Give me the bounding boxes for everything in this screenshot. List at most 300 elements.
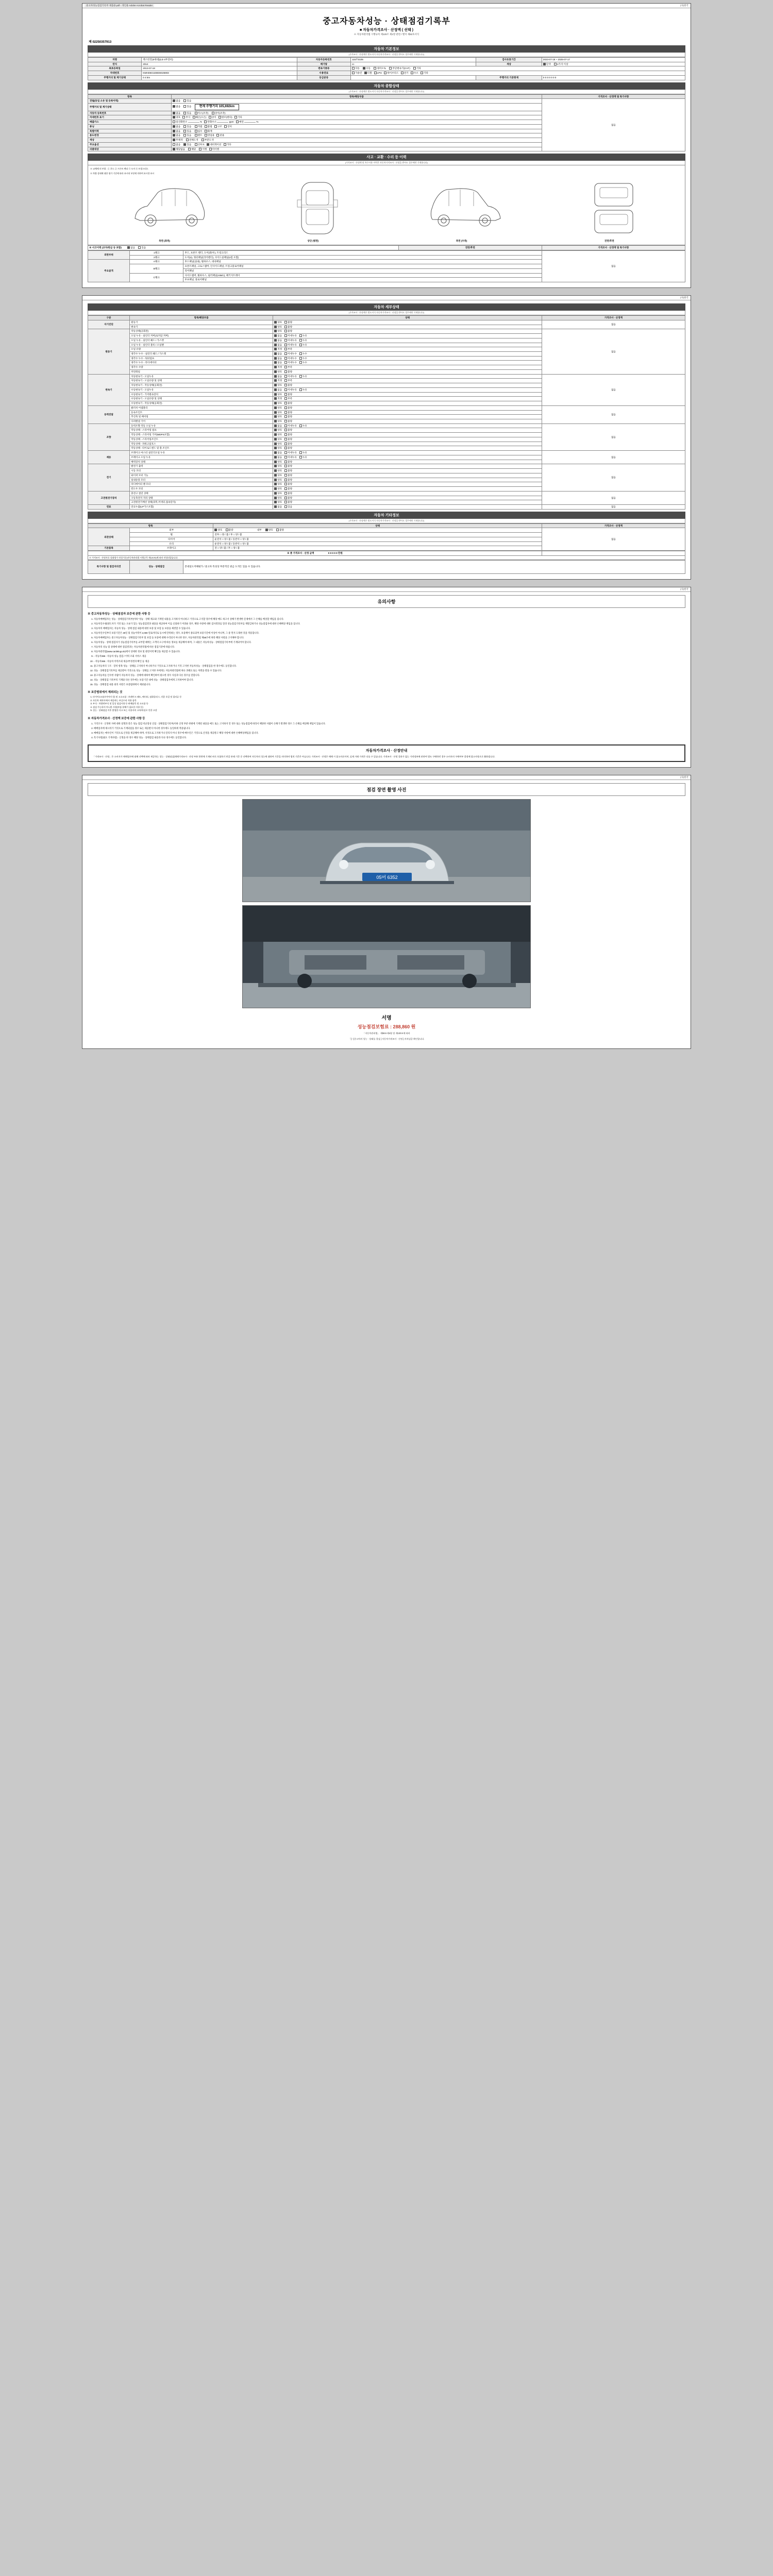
detail-opt-3-2-0[interactable]: 양호: [274, 415, 282, 418]
detail-opt-6-3-1[interactable]: 불량: [284, 479, 292, 482]
overall-0-opt-1[interactable]: 있음: [183, 99, 191, 103]
overall-9-opt-1[interactable]: 있음: [183, 143, 191, 146]
accident-rank-2: A랭크: [130, 260, 183, 264]
detail-part-2-6: 수동변속기 - 작동상태(공회전): [130, 401, 273, 406]
detail-opt-4-0-0[interactable]: 없음: [274, 425, 282, 428]
sheet4-topbar: [82, 775, 691, 780]
detail-opt-1-0-1[interactable]: 불량: [284, 330, 292, 333]
overall-row-label-6: 특별이력: [88, 129, 172, 133]
accident-part-label-0: 외판부위: [88, 250, 130, 259]
overall-row-label-5: 튜닝: [88, 124, 172, 129]
detail-part-2-4: 수동변속기 - 기어변속장치: [130, 392, 273, 397]
detail-part-6-2: 와이퍼 모터 기능: [130, 473, 273, 478]
detail-opt-4-1-0[interactable]: 양호: [274, 429, 282, 432]
detail-opt-1-3-1[interactable]: 미세누유: [284, 344, 297, 347]
overall-6-sub-1[interactable]: 화재: [205, 130, 212, 133]
detail-part-7-2: 고전원전기배선 상태(피복,커넥터,접속단자): [130, 500, 273, 505]
detail-opt-0-0-1[interactable]: 불량: [284, 321, 292, 324]
etc-part-0: 외부: [130, 528, 213, 533]
detail-state-2-1: [273, 379, 542, 383]
detail-part-4-0: 동력조향 작동 오일 누유: [130, 423, 273, 428]
detail-price-7: 없음: [542, 491, 685, 504]
overall-row-label-2: 자동차 등록번호: [88, 111, 172, 115]
detail-price-1: 없음: [542, 329, 685, 374]
special-label: 특기사항 및 점검자의견: [88, 560, 130, 573]
list-item: 1. 자동차매매업자는 성능 · 상태점검기록부(이하 "성능 · 상태 체크와 기재된 내용을 고지하지 아니하고 거짓으로 고지할 경우에 해당 매도 하고서 상해가 발생한 문제에서 그 손해를 배상할 책임을 집니다.: [94, 617, 685, 621]
table-row: [88, 329, 685, 334]
car-side-left-icon: [131, 178, 208, 238]
detail-opt-4-2-1[interactable]: 불량: [284, 433, 292, 436]
inspection-photo-underbody: [242, 905, 531, 1008]
sheet-1: [82, 3, 691, 288]
detail-opt-2-0-0[interactable]: 없음: [274, 375, 282, 378]
detail-opt-7-1-1[interactable]: 불량: [284, 497, 292, 500]
overall-5-sub2-0[interactable]: 구조: [214, 125, 222, 128]
trans-option-2[interactable]: 세미오토: [374, 67, 386, 70]
overall-7-sub-0[interactable]: 렌트: [195, 134, 203, 137]
detail-state-2-4: [273, 392, 542, 397]
detail-opt-7-0-1[interactable]: 불량: [284, 492, 292, 495]
overall-4-opt-1[interactable]: 탄화수소 ppm: [204, 121, 233, 124]
fuel-option-5[interactable]: 수소: [411, 72, 418, 75]
detail-opt-5-1-0[interactable]: 없음: [274, 456, 282, 459]
detail-opt-2-0-2[interactable]: 누유: [299, 375, 307, 378]
overall-6-opt-0[interactable]: 없음: [173, 130, 180, 133]
overall-row-opts-8: [172, 138, 542, 143]
overall-2-opt-3[interactable]: 상이(조작): [212, 112, 226, 115]
accident-part-label-1: 주요골격: [88, 260, 130, 282]
detail-part-1-0: 작동상태(공회전): [130, 329, 273, 334]
detail-opt-6-5-1[interactable]: 불량: [284, 487, 292, 490]
value-year: 2014: [142, 62, 297, 66]
overall-2-opt-1[interactable]: 있음: [183, 112, 191, 115]
detail-opt-7-2-0[interactable]: 양호: [274, 501, 282, 504]
overall-row-opts-4: [172, 120, 542, 125]
overall-3-opt-3[interactable]: 상이: [209, 116, 216, 119]
overall-10-opt-0[interactable]: 해당없음: [173, 148, 185, 151]
trans-option-1[interactable]: 수동: [363, 67, 371, 70]
detail-opt-5-0-2[interactable]: 누유: [299, 451, 307, 454]
overall-10-sub-1[interactable]: 미이행: [209, 148, 219, 151]
topbar-right-text: (사)한국: [680, 4, 688, 7]
photo-underbody-illustration: [243, 906, 531, 1008]
detail-opt-1-9-1[interactable]: 불량: [284, 370, 292, 374]
detail-part-5-2: 배력장치 상태: [130, 460, 273, 464]
overall-7-opt-0[interactable]: 없음: [173, 134, 180, 137]
detail-opt-1-3-0[interactable]: 없음: [274, 344, 282, 347]
sheet-2: [82, 295, 691, 580]
etc-state-2: 운전석 □ 양 / 불 / 동반석 □ 양 / 불: [213, 537, 542, 541]
value-plate: 115모0105: [350, 58, 476, 62]
detail-part-1-3: 오일 누유 - 실린더 블록 / 오일팬: [130, 343, 273, 347]
sheet3-topbar-right: (사)한국: [680, 587, 688, 590]
overall-5-sub2-1[interactable]: 장치: [224, 125, 232, 128]
etc-part-0b: 내부: [257, 529, 262, 532]
detail-state-1-1: [273, 334, 542, 338]
detail-opt-1-7-0[interactable]: 없음: [274, 361, 282, 364]
detail-opt-1-9-0[interactable]: 양호: [274, 370, 282, 374]
detail-group-1: 원동기: [88, 329, 130, 374]
table-row: [88, 491, 685, 496]
overall-2-opt-0[interactable]: 없음: [173, 112, 180, 115]
label-inspect: 검사유효기간: [476, 58, 542, 62]
overall-10-sub-0[interactable]: 이행: [199, 148, 207, 151]
detail-opt-1-1-1[interactable]: 미세누유: [284, 334, 297, 337]
detail-opt-6-2-0[interactable]: 양호: [274, 474, 282, 477]
overall-0-opt-0[interactable]: 없음: [173, 99, 180, 103]
detail-opt-5-1-1[interactable]: 미세누유: [284, 456, 297, 459]
overall-3-opt-0[interactable]: 양호: [173, 116, 180, 119]
overall-4-opt-2[interactable]: 매연 %: [236, 121, 259, 124]
overall-price-cell: 없음: [542, 99, 685, 151]
detail-part-2-3: 수동변속기 - 오일누유: [130, 387, 273, 392]
fuel-option-4[interactable]: 전기: [401, 72, 409, 75]
view-label-1: 상단 (평면): [307, 240, 319, 243]
detail-state-0-1: [273, 325, 542, 329]
table-row: [88, 451, 685, 455]
etc-0b-opt-1[interactable]: 불량: [276, 529, 284, 532]
detail-opt-7-0-0[interactable]: 양호: [274, 492, 282, 495]
overall-row-label-10: 리콜대상: [88, 147, 172, 151]
detail-opt-5-1-2[interactable]: 누유: [299, 456, 307, 459]
detail-opt-2-6-1[interactable]: 불량: [284, 402, 292, 405]
notice-list-2: [88, 696, 685, 713]
total-label: ※ 총 가격조사 · 산정 금액 0 0 0 0 0 만원: [88, 551, 542, 556]
detail-opt-3-3-0[interactable]: 양호: [274, 420, 282, 423]
overall-1-opt-0[interactable]: 없음: [173, 105, 180, 108]
detail-opt-6-2-1[interactable]: 불량: [284, 474, 292, 477]
page-subnote: ※ 자동차관리법 시행규칙 제120조 제1항 관련 / 별지 제82호서식: [354, 33, 419, 36]
color-option-0[interactable]: 단색: [543, 63, 551, 66]
detail-group-0: 자기진단: [88, 320, 130, 329]
detail-opt-1-2-1[interactable]: 미세누유: [284, 339, 297, 342]
detail-opt-2-0-1[interactable]: 미세누유: [284, 375, 297, 378]
detail-opt-1-6-1[interactable]: 미세누수: [284, 357, 297, 360]
detail-opt-1-7-2[interactable]: 누수: [299, 361, 307, 364]
detail-state-6-5: [273, 487, 542, 492]
detail-opt-1-8-1[interactable]: 부족: [284, 366, 292, 369]
list-item: 3. 부식 · 차량연부식 및 일상 점검사항 등 판매품목 및 소모품 등: [93, 702, 685, 706]
accident-items-1: 도어(4), 쿼터패널(리어펜더), 사이드실패널(4점 포함): [183, 255, 542, 260]
detail-opt-2-3-2[interactable]: 누유: [299, 388, 307, 392]
notice-head-1: ※ 중고자동차성능 · 상태점검자 보증에 관한 사항 등: [88, 612, 150, 616]
etc-0b-opt-0[interactable]: 양호: [265, 529, 273, 532]
detail-opt-3-1-1[interactable]: 불량: [284, 411, 292, 414]
list-item: 3. 매매업자는 매수인이 거짓으로 산정을 제공해야 하며, 사정으로 고지하거나 알리지 아니 경우에 매수인은 거짓으로 산정을 제공받고 해당 사항에 대한 손해배상책임을 집니다.: [94, 731, 685, 735]
special-value: 본대일도저해평가 / 중고차 특성상 부분적인 판금 도색은 있을 수 있습니다.: [183, 560, 685, 573]
overall-9-sub-0[interactable]: 선루프: [195, 143, 205, 146]
overall-row-opts-5: [172, 124, 542, 129]
detail-state-4-1: [273, 428, 542, 433]
value-mileage: 0 4 km: [142, 75, 297, 80]
detail-opt-2-3-0[interactable]: 없음: [274, 388, 282, 392]
detail-part-6-0: 발전기 출력: [130, 464, 273, 469]
trans-option-0[interactable]: 자동: [352, 67, 360, 70]
table-row: [88, 464, 685, 469]
document-page: [0, 0, 773, 1061]
detail-opt-3-1-0[interactable]: 양호: [274, 411, 282, 414]
detail-group-6: 전기: [88, 464, 130, 491]
fuel-option-2[interactable]: LPG: [374, 72, 382, 75]
overall-7-sub-1[interactable]: 영업용: [205, 134, 214, 137]
detail-opt-1-2-2[interactable]: 누유: [299, 339, 307, 342]
detail-opt-1-3-2[interactable]: 누유: [299, 344, 307, 347]
overall-hdr-detail: 항목/해당부품: [172, 94, 542, 99]
notice-title: 유의사항: [88, 595, 685, 608]
detail-opt-1-6-2[interactable]: 누수: [299, 357, 307, 360]
overall-9-opt-0[interactable]: 없음: [173, 143, 180, 146]
overall-5-sub-1[interactable]: 불법: [205, 125, 212, 128]
detail-state-2-6: [273, 401, 542, 406]
detail-opt-6-3-0[interactable]: 양호: [274, 479, 282, 482]
accident-result-table: [88, 245, 685, 250]
detail-opt-2-2-1[interactable]: 불량: [284, 384, 292, 387]
detail-opt-4-0-2[interactable]: 누유: [299, 425, 307, 428]
overall-hdr-price: 가격조사 · 산정액 및 특기사항: [542, 94, 685, 99]
detail-opt-8-0-0[interactable]: 없음: [274, 505, 282, 509]
detail-opt-4-1-1[interactable]: 불량: [284, 429, 292, 432]
detail-hdr-price: 가격조사 · 산정액: [542, 316, 685, 320]
list-item: 2. 매매업자에 제시리가 거짓으로 기재되었을 경우 또는 제공받지 아니한 경우에도 동일하게 적용됩니다.: [94, 726, 685, 730]
detail-opt-1-0-0[interactable]: 양호: [274, 330, 282, 333]
sheet4-topbar-right: (사)한국: [680, 776, 688, 779]
overall-4-opt-0[interactable]: 일산화탄소 %: [173, 121, 202, 124]
detail-opt-5-2-0[interactable]: 양호: [274, 461, 282, 464]
special-table: [88, 560, 685, 574]
detail-opt-6-1-0[interactable]: 양호: [274, 469, 282, 472]
list-item: 15. 성능 · 상태점검 내용 외의 사항은 보증범위에서 제외됩니다.: [94, 683, 685, 686]
fuel-option-3[interactable]: 하이브리드: [384, 72, 398, 75]
overall-5-opt-1[interactable]: 있음: [183, 125, 191, 128]
detail-opt-4-5-0[interactable]: 양호: [274, 447, 282, 450]
overall-row-opts-9: [172, 142, 542, 147]
detail-opt-0-1-0[interactable]: 양호: [274, 326, 282, 329]
detail-group-2: 변속기: [88, 374, 130, 405]
overall-7-sub-2[interactable]: 관용: [216, 134, 224, 137]
detail-state-6-3: [273, 478, 542, 482]
detail-opt-2-6-0[interactable]: 양호: [274, 402, 282, 405]
value-car-name: 렉스턴칸(5세대)(LD 4부장비): [142, 58, 297, 62]
detail-group-3: 동력전달: [88, 405, 130, 423]
detail-opt-1-1-0[interactable]: 없음: [274, 334, 282, 337]
value-disp: cc: [350, 62, 476, 66]
notice-head-2: ※ 보증범위에서 제외되는 것: [88, 691, 123, 694]
label-mileage: 주행거리 및 계기상태: [88, 75, 142, 80]
section-detail-bar: 자동차 세부상태: [88, 303, 685, 311]
detail-opt-2-5-0[interactable]: 적정: [274, 397, 282, 400]
detail-opt-3-0-0[interactable]: 양호: [274, 406, 282, 410]
section-accident-note: (가격조사 · 산정액 및 특수사용 이력은 자동차가격조사 · 산정을 받아도 경우에만 기재합니다): [88, 161, 685, 165]
detail-state-4-3: [273, 437, 542, 442]
value-trans: [350, 66, 685, 71]
detail-opt-4-0-1[interactable]: 미세누유: [284, 425, 297, 428]
overall-6-sub-0[interactable]: 침수: [195, 130, 203, 133]
list-item: 1. 타이어소모(타이어비 등) 및 고소모품 : 브레이크 패드, 배터리, 점화플러그, 각종 오일 및 필터류 등: [93, 696, 685, 699]
overall-8-opt-2[interactable]: 부분도색: [201, 139, 214, 142]
page-subtitle: ■ 자동차가격조사 · 산정액 ( 선택 ): [359, 28, 414, 32]
label-plate: 자동차등록번호: [297, 58, 350, 62]
detail-state-6-0: [273, 464, 542, 469]
detail-price-5: 없음: [542, 451, 685, 464]
detail-opt-6-5-0[interactable]: 양호: [274, 487, 282, 490]
topbar-left-text: 중고차성능점검기록부 제출용.pdf - 개인용 Adobe Acrobat Reader: [85, 4, 154, 7]
fuel-option-0[interactable]: 가솔린: [352, 72, 362, 75]
detail-opt-6-4-0[interactable]: 양호: [274, 483, 282, 486]
detail-opt-3-3-1[interactable]: 불량: [284, 420, 292, 423]
detail-opt-5-0-1[interactable]: 미세누유: [284, 451, 297, 454]
detail-opt-4-4-0[interactable]: 양호: [274, 443, 282, 446]
detail-state-2-5: [273, 397, 542, 401]
detail-opt-6-0-0[interactable]: 양호: [274, 465, 282, 468]
detail-opt-2-4-0[interactable]: 양호: [274, 393, 282, 396]
fuel-option-6[interactable]: 기타: [421, 72, 428, 75]
detail-opt-4-5-1[interactable]: 불량: [284, 447, 292, 450]
detail-opt-0-1-1[interactable]: 불량: [284, 326, 292, 329]
signature-title: 서명: [381, 1015, 392, 1022]
overall-3-opt-4[interactable]: 변조(변타): [219, 116, 232, 119]
sheet2-topbar-right: (사)한국: [680, 296, 688, 299]
overall-row-opts-3: [172, 115, 542, 120]
label-grade: 등급분류: [297, 75, 350, 80]
detail-opt-1-6-0[interactable]: 없음: [274, 357, 282, 360]
detail-opt-1-4-1[interactable]: 부족: [284, 348, 292, 351]
detail-opt-8-0-1[interactable]: 있음: [284, 505, 292, 509]
list-item: 8. 자동차관리법(www.car365.go.kr)에서 상세한 정보 및 관련이력 확인을 제공할 수 있습니다.: [94, 650, 685, 653]
list-item: 2. 자동차인수권(양도자가 거짓 또는 오류가 있는 성능점검결과 내용을 제공하여 이를 신뢰하기 어려운 경우, 해당 사항에 대한 검사결과를 알려 성능점검기록부를 재발급하거나 성능점검자에 대한 손해배상 책임을 집니다.: [94, 622, 685, 625]
overall-7-opt-1[interactable]: 있음: [183, 134, 191, 137]
detail-state-7-1: [273, 496, 542, 500]
detail-opt-1-4-0[interactable]: 적정: [274, 348, 282, 351]
detail-opt-0-0-0[interactable]: 양호: [274, 321, 282, 324]
detail-opt-4-3-1[interactable]: 불량: [284, 438, 292, 441]
list-item: 5. 자동차매매업자는 중고자동차성능 · 상태점검기록부 및 보험 등 보증에 대해 수리되지 아니한 경우, 자동차관리법 제58조에 따라 해당 사항을 고지해야 합니다.: [94, 636, 685, 639]
detail-opt-4-4-1[interactable]: 불량: [284, 443, 292, 446]
detail-part-0-1: 변속기: [130, 325, 273, 329]
detail-part-4-5: 작동상태 - 타이로드엔드 및 볼 조인트: [130, 446, 273, 451]
detail-opt-7-2-1[interactable]: 불량: [284, 501, 292, 504]
detail-opt-6-0-1[interactable]: 불량: [284, 465, 292, 468]
color-option-1[interactable]: 2가지 이상: [554, 63, 568, 66]
detail-opt-1-7-1[interactable]: 미세누수: [284, 361, 297, 364]
detail-state-5-2: [273, 460, 542, 464]
label-trans: 변속기종류: [297, 66, 350, 71]
overall-3-opt-5[interactable]: 기타: [234, 116, 242, 119]
overall-8-opt-1[interactable]: 전체도색: [186, 139, 198, 142]
detail-opt-4-2-0[interactable]: 양호: [274, 433, 282, 436]
detail-part-2-2: 자동변속기 - 작동상태(공회전): [130, 383, 273, 388]
detail-part-1-4: 오일 유량: [130, 347, 273, 352]
detail-opt-1-8-0[interactable]: 적정: [274, 366, 282, 369]
etc-part-1: 휠: [130, 533, 213, 537]
view-label-3: 전면/후면: [604, 240, 614, 243]
overall-8-opt-0[interactable]: 무채색: [173, 139, 182, 142]
detail-opt-2-5-1[interactable]: 부족: [284, 397, 292, 400]
value-color: [542, 62, 685, 66]
detail-opt-1-5-0[interactable]: 없음: [274, 352, 282, 355]
detail-price-6: 없음: [542, 464, 685, 491]
value-vin: KMHD6G1DDDE025903: [142, 71, 297, 76]
detail-opt-5-0-0[interactable]: 없음: [274, 451, 282, 454]
detail-opt-1-5-2[interactable]: 누수: [299, 352, 307, 355]
trans-option-4[interactable]: 기타: [413, 67, 421, 70]
detail-state-2-3: [273, 387, 542, 392]
list-item: 6. 자동차성능 · 상태 점검자가 성능점검기록부를 교부할 때에는 고객의 요구에 따른 정보를 제공해야 하며, 그 내용은 자동차성능 · 상태점검기록부에 기재되어야 합니다.: [94, 640, 685, 644]
etc-0-opt-0[interactable]: 양호: [214, 529, 222, 532]
view-label-0: 측면 (좌측): [159, 240, 170, 243]
detail-opt-6-4-1[interactable]: 불량: [284, 483, 292, 486]
trans-option-3[interactable]: 무단변속기(CVT): [389, 67, 410, 70]
overall-row-label-8: 색상: [88, 138, 172, 143]
total-subnote: ※ 가격조사 · 산정자료 상대평가 작성기준(자동차관리법 시행규칙 제120조)에 따라 작성되었습니다.: [88, 555, 685, 560]
view-label-2: 측면 (우측): [456, 240, 467, 243]
etc-part-3: 유리: [130, 541, 213, 546]
detail-opt-5-2-1[interactable]: 불량: [284, 461, 292, 464]
detail-state-6-4: [273, 482, 542, 487]
car-diagram-views: [90, 177, 683, 239]
detail-opt-3-2-1[interactable]: 불량: [284, 415, 292, 418]
section-basic-note: (가격조사 · 산정액은 별도서식 자동차가격조사 · 산정을 받아도 경우에만 기재합니다): [88, 53, 685, 57]
detail-hdr-state: 상태: [273, 316, 542, 320]
detail-opt-2-4-1[interactable]: 불량: [284, 393, 292, 396]
overall-table: [88, 94, 685, 152]
detail-opt-6-1-1[interactable]: 불량: [284, 469, 292, 472]
list-item: 13. 중고자동차를 인수한 사람이 자동차의 성능 · 상태에 대하여 확인하여 필요한 경우 사실과 다른 경우를 말합니다.: [94, 673, 685, 677]
detail-opt-2-2-0[interactable]: 양호: [274, 384, 282, 387]
overall-6-opt-1[interactable]: 있음: [183, 130, 191, 133]
detail-opt-2-1-1[interactable]: 부족: [284, 379, 292, 382]
overall-10-opt-1[interactable]: 해당: [188, 148, 196, 151]
fuel-option-1[interactable]: 디젤: [364, 72, 372, 75]
detail-opt-4-3-0[interactable]: 양호: [274, 438, 282, 441]
etc-part-4: 브레이크: [130, 546, 213, 551]
photo-front-illustration: [243, 800, 531, 902]
detail-state-1-8: [273, 365, 542, 370]
inspection-fee: 성능점검보험료 : 288,860 원: [357, 1024, 416, 1030]
overall-3-opt-1[interactable]: 부식: [182, 116, 190, 119]
detail-state-5-0: [273, 451, 542, 455]
detail-part-0-0: 원동기: [130, 320, 273, 325]
overall-3-opt-2[interactable]: 훼손(오손): [193, 116, 207, 119]
overall-5-sub-0[interactable]: 적법: [195, 125, 203, 128]
detail-part-1-8: 냉각수 수량: [130, 365, 273, 370]
accident-parts-table: [88, 250, 685, 282]
overall-9-sub-2[interactable]: 기타: [224, 143, 231, 146]
detail-state-2-2: [273, 383, 542, 388]
detail-opt-3-0-1[interactable]: 불량: [284, 406, 292, 410]
overall-1-opt-1[interactable]: 있음: [183, 105, 191, 108]
detail-opt-1-1-2[interactable]: 누유: [299, 334, 307, 337]
total-table: [88, 551, 685, 560]
special-sub-label: 성능 · 상태점검: [130, 560, 183, 573]
detail-opt-1-5-1[interactable]: 미세누수: [284, 352, 297, 355]
accident-items-3: 프론트패널, 크로스멤버, 인사이드패널, 트렁크플로어패널: [183, 264, 542, 269]
accident-result-opt-1[interactable]: 있음: [138, 246, 146, 249]
detail-opt-7-1-0[interactable]: 양호: [274, 497, 282, 500]
detail-opt-1-2-0[interactable]: 없음: [274, 339, 282, 342]
section-etc-note: (가격조사 · 산정액은 별도서식 자동차가격조사 · 산정을 받아도 경우에만 기재합니다): [88, 519, 685, 523]
detail-opt-2-1-0[interactable]: 적정: [274, 379, 282, 382]
overall-5-opt-0[interactable]: 없음: [173, 125, 180, 128]
accident-result-opt-0[interactable]: 없음: [127, 246, 135, 249]
list-item: 11. 중고자동차의 구조 · 장치 항목 성능 · 상태를 고지하지 아니하거나 거짓으로 고지하거나 거짓 고지한 자동차성능 · 상태점검을 한 경우에도 동일합니다.: [94, 664, 685, 668]
list-item: 10. - 자동차365 : 자동차 이력조회 제공/부정결과 확인 등 제공: [94, 659, 685, 663]
overall-2-opt-2[interactable]: 미스(조작): [195, 112, 209, 115]
value-inspect: 2023-07-18 ~ 2025-07-17: [542, 58, 685, 62]
etc-0-opt-1[interactable]: 불량: [226, 529, 233, 532]
detail-part-2-1: 자동변속기 - 오일유량 및 상태: [130, 379, 273, 383]
detail-opt-2-3-1[interactable]: 미세누유: [284, 388, 297, 392]
overall-9-sub-1[interactable]: 네비게이션: [207, 143, 221, 146]
